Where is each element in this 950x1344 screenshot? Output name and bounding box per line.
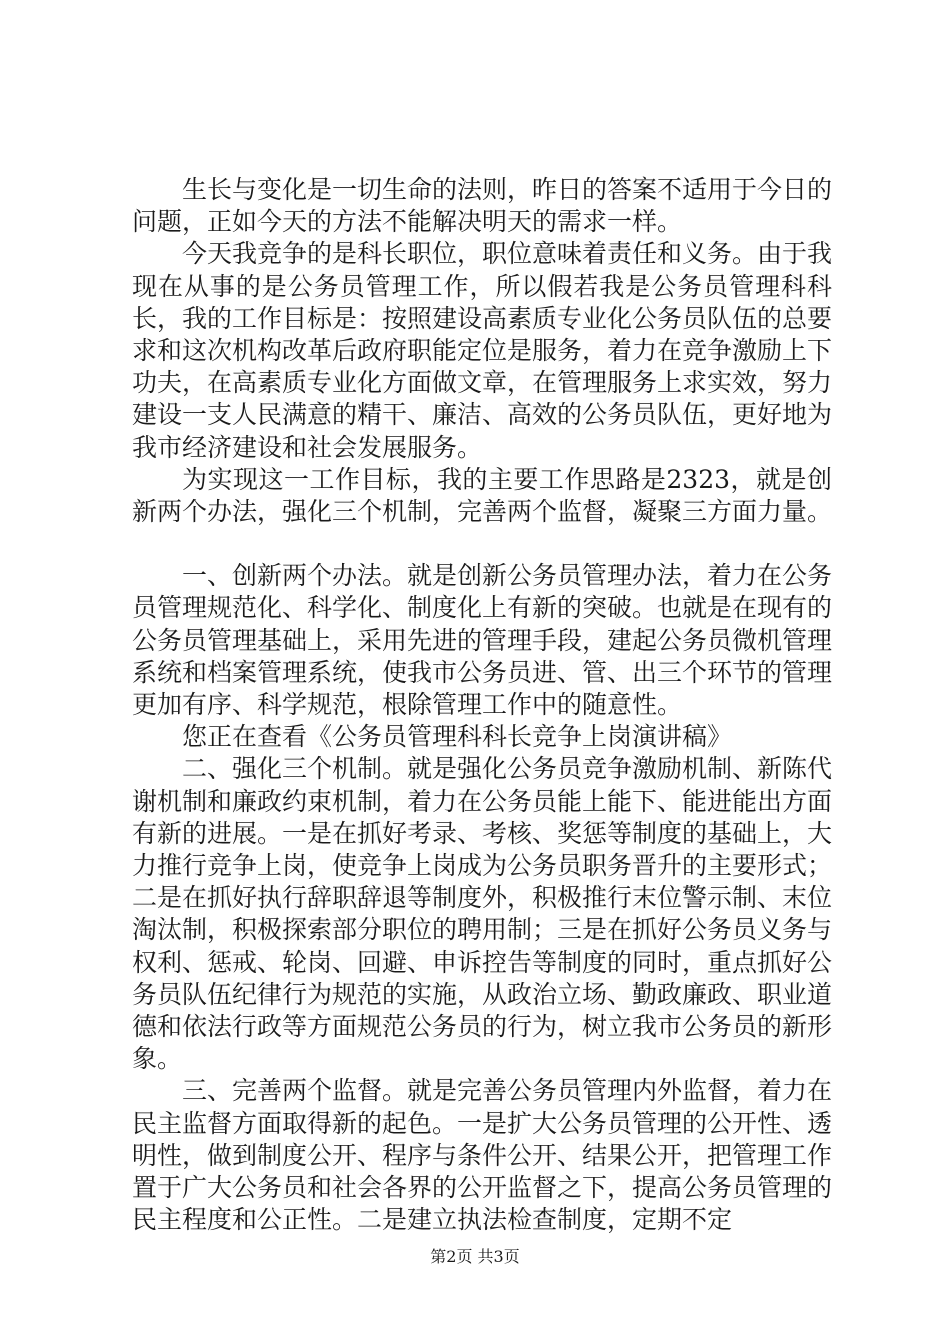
paragraph-work-goal: 今天我竞争的是科长职位，职位意味着责任和义务。由于我现在从事的是公务员管理工作，所以假若我是公务员管理科科长，我的工作目标是：按照建设高素质专业化公务员队伍的总要求和这次机构改革后政府职能定位是服务，着力在竞争激励上下功夫，在高素质专业化方面做文章，在管理服务上求实效，努力建设一支人民满意的精干、廉洁、高效的公务员队伍，更好地为我市经济建设和社会发展服务。 bbox=[132, 239, 833, 462]
paragraph-section-one: 一、创新两个办法。就是创新公务员管理办法，着力在公务员管理规范化、科学化、制度化上有新的突破。也就是在现有的公务员管理基础上，采用先进的管理手段，建起公务员微机管理系统和档案管理系统，使我市公务员进、管、出三个环节的管理更加有序、科学规范，根除管理工作中的随意性。 bbox=[132, 561, 833, 720]
paragraph-work-approach: 为实现这一工作目标，我的主要工作思路是2323，就是创新两个办法，强化三个机制，完善两个监督，凝聚三方面力量。 bbox=[132, 464, 833, 527]
paragraph-intro: 生长与变化是一切生命的法则，昨日的答案不适用于今日的问题，正如今天的方法不能解决明天的需求一样。 bbox=[132, 175, 833, 237]
paragraph-section-two: 二、强化三个机制。就是强化公务员竞争激励机制、新陈代谢机制和廉政约束机制，着力在公务员能上能下、能进能出方面有新的进展。一是在抓好考录、考核、奖惩等制度的基础上，大力推行竞争上岗，使竞争上岗成为公务员职务晋升的主要形式；二是在抓好执行辞职辞退等制度外，积极推行末位警示制、末位淘汰制，积极探索部分职位的聘用制；三是在抓好公务员义务与权利、惩戒、轮岗、回避、申诉控告等制度的同时，重点抓好公务员队伍纪律行为规范的实施，从政治立场、勤政廉政、职业道德和依法行政等方面规范公务员的行为，树立我市公务员的新形象。 bbox=[132, 754, 833, 1074]
paragraph-viewing-notice: 您正在查看《公务员管理科科长竞争上岗演讲稿》 bbox=[182, 722, 733, 752]
paragraph-section-three: 三、完善两个监督。就是完善公务员管理内外监督，着力在民主监督方面取得新的起色。一是扩大公务员管理的公开性、透明性，做到制度公开、程序与条件公开、结果公开，把管理工作置于广大公务员和社会各界的公开监督之下，提高公务员管理的民主程度和公正性。二是建立执法检查制度，定期不定 bbox=[132, 1076, 833, 1235]
document-body bbox=[132, 174, 832, 1237]
page-number-footer: 第2页 共3页 bbox=[430, 1247, 520, 1266]
